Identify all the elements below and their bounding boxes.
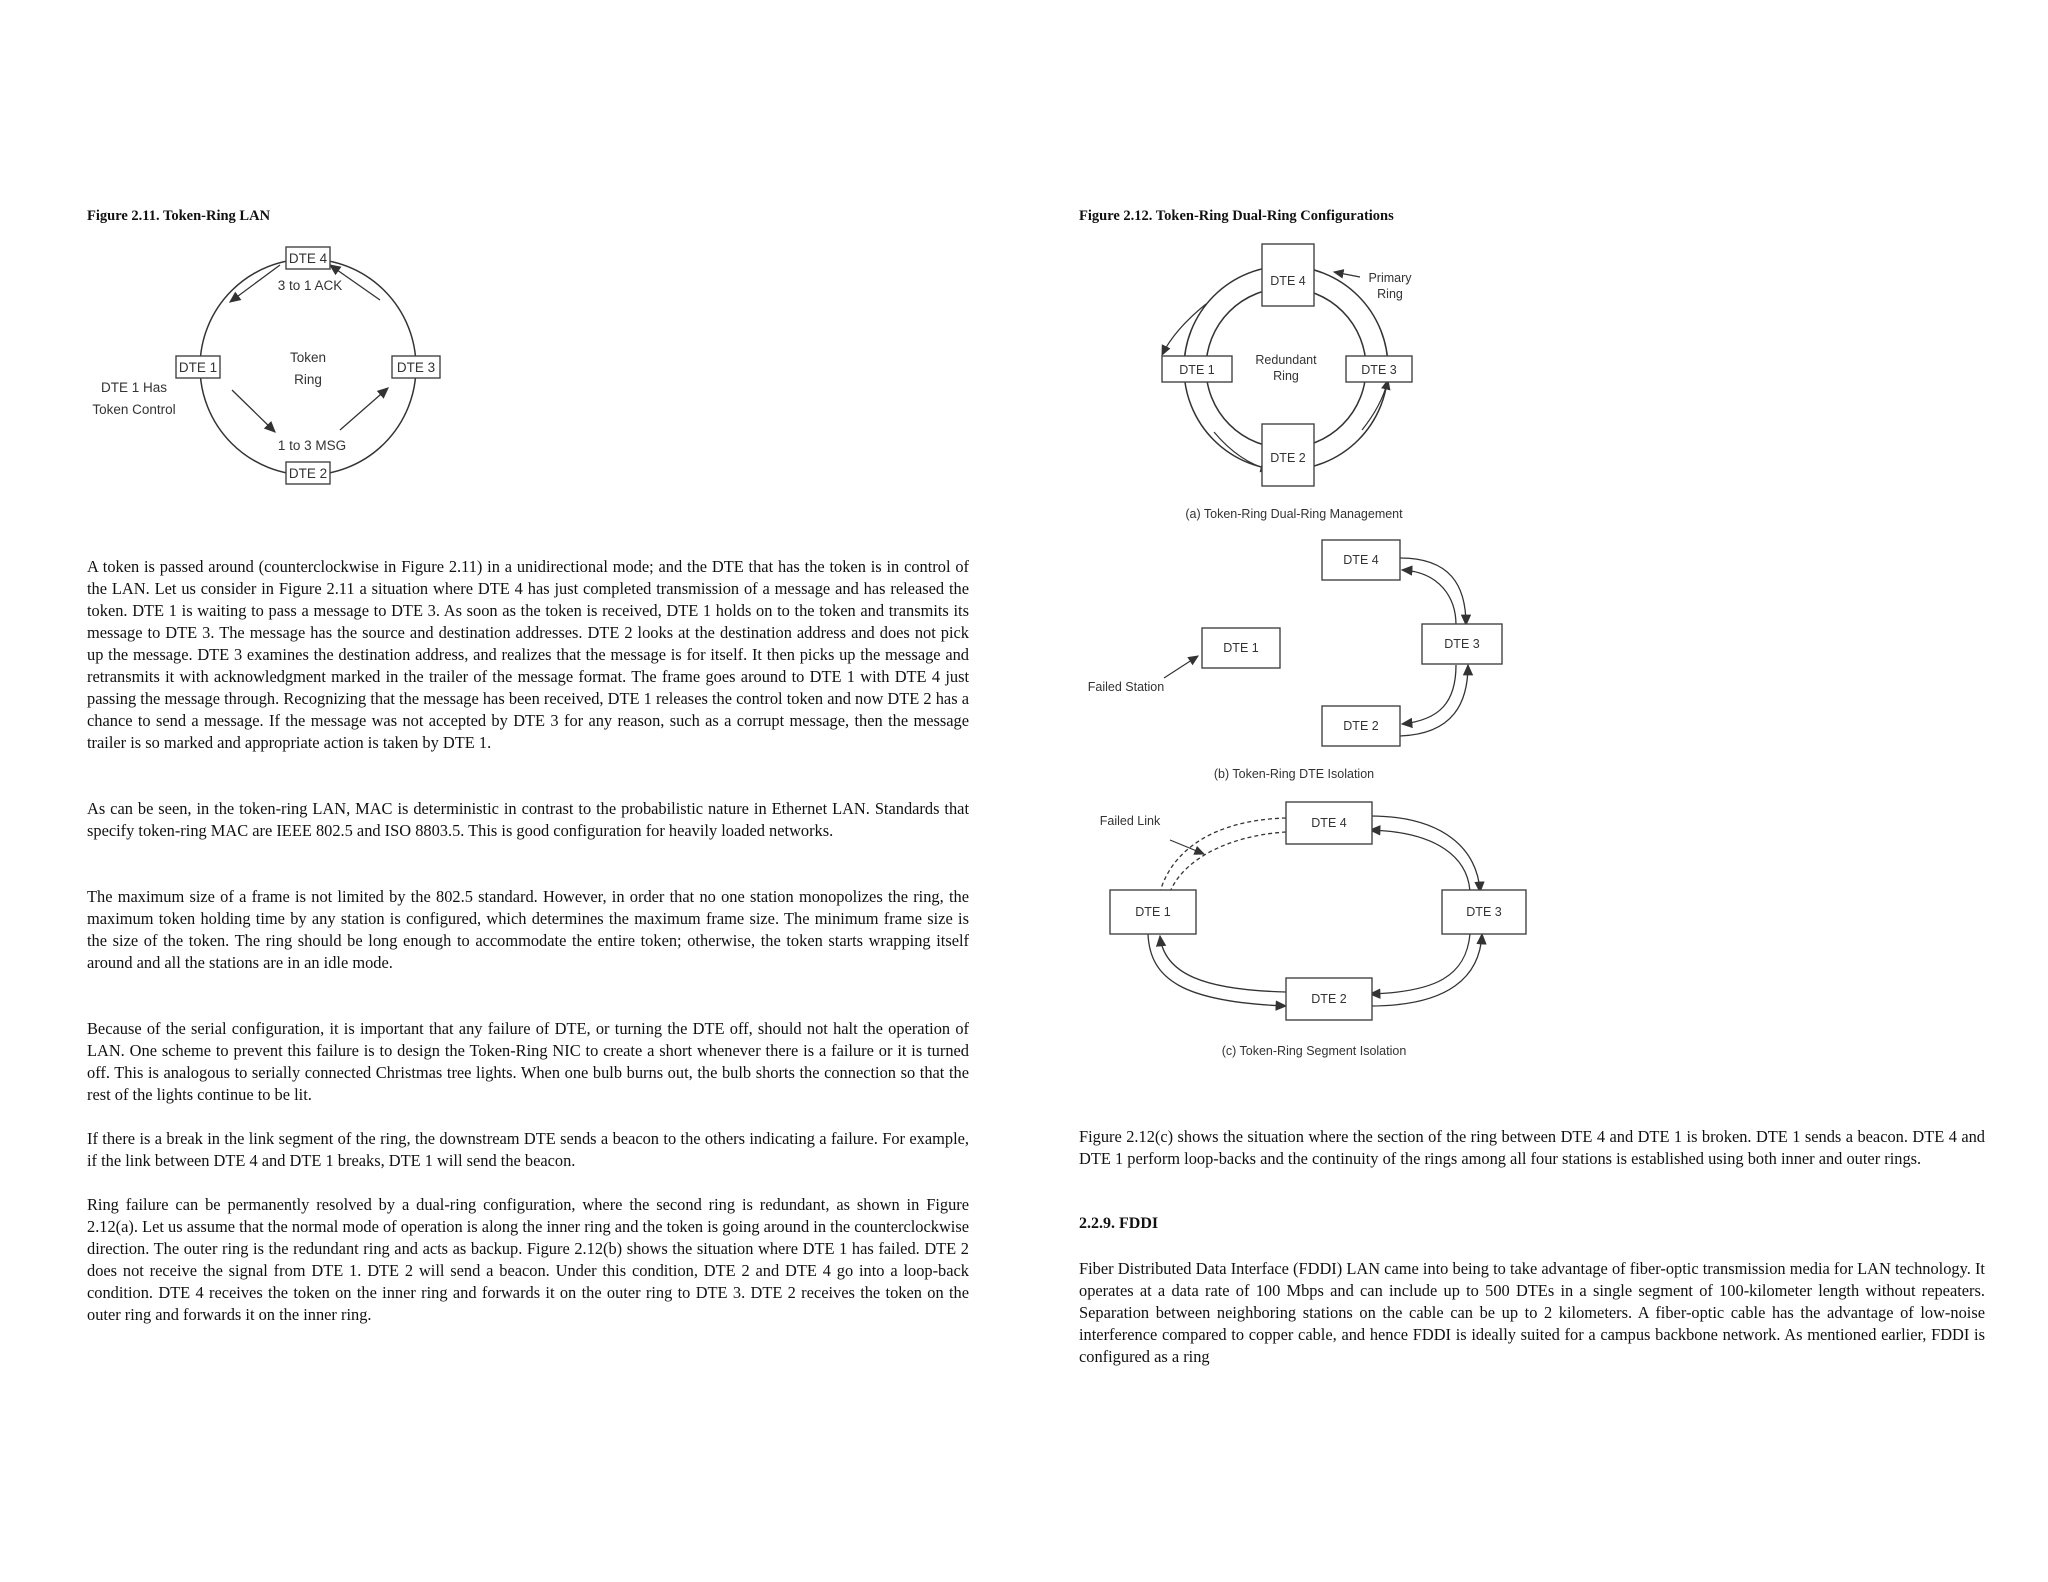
c-dte2-label: DTE 2 [1311, 992, 1347, 1006]
figure-a-dual-ring-management [1162, 244, 1412, 521]
figure-c-segment-isolation [1100, 802, 1526, 1058]
paragraph-2: As can be seen, in the token-ring LAN, MAC is deterministic in contrast to the probabilistic nature in Ethernet LAN. Standards that specify token-ring MAC are IEEE 802.5 and ISO 8803.5. This is good configuration for heavily loaded networks. [87, 799, 969, 840]
c-inner-arc-top-right [1370, 830, 1470, 892]
c-outer-arc-top-right [1370, 816, 1480, 892]
figure-b-subcaption: (b) Token-Ring DTE Isolation [1213, 767, 1375, 781]
c-broken-link-outer [1160, 818, 1286, 892]
figure-c-subcaption: (c) Token-Ring Segment Isolation [1221, 1044, 1407, 1058]
redundant-label-2: Ring [1273, 369, 1299, 383]
token-control-note-1: DTE 1 Has [100, 380, 168, 395]
figure-b-dte-isolation [1088, 540, 1502, 781]
figure-2-12-dual-ring-diagrams [1064, 240, 1544, 1070]
a-dte2-label: DTE 2 [1270, 451, 1306, 465]
redundant-label-1: Redundant [1255, 353, 1317, 367]
dte3-label: DTE 3 [396, 360, 436, 375]
figure-a-subcaption: (a) Token-Ring Dual-Ring Management [1185, 507, 1403, 521]
c-dte1-label: DTE 1 [1135, 905, 1171, 919]
b-dte2-label: DTE 2 [1343, 719, 1379, 733]
b-outer-arc-bottom [1400, 665, 1468, 736]
c-dte4-label: DTE 4 [1311, 816, 1347, 830]
primary-ring-pointer [1334, 272, 1360, 277]
b-dte1-label: DTE 1 [1223, 641, 1259, 655]
paragraph-1: A token is passed around (counterclockwise in Figure 2.11) in a unidirectional mode; and the DTE that has the token is in control of the LAN. Let us consider in Figure 2.11 a situation where DTE 4 has just completed transmission of a message and has released the token. DTE 1 is waiting to pass a message to DTE 3. As soon as the token is received, DTE 1 holds on to the token and transmits its message to DTE 3. The message has the source and destination addresses. DTE 2 looks at the destination address and does not pick up the message. DTE 3 examines the destination address, and realizes that the message is for itself. It then picks up the message and retransmits it with acknowledgment marked in the trailer of the message format. The frame goes around to DTE 1 with DTE 4 just passing the message through. Recognizing that the message has been received, DTE 1 releases the control token and now DTE 2 has a chance to send a message. If the message was not accepted by DTE 3 for any reason, such as a corrupt message, then the message trailer is so marked and appropriate action is taken by DTE 1. [87, 557, 969, 752]
dte2-label: DTE 2 [288, 466, 328, 481]
paragraph-3: The maximum size of a frame is not limited by the 802.5 standard. However, in order that no one station monopolizes the ring, the maximum token holding time by any station is configured, which determines the maximum frame size. The minimum frame size is the size of the token. The ring should be long enough to accommodate the entire token; otherwise, the token starts wrapping itself around and all the stations are in an idle mode. [87, 887, 969, 972]
failed-station-pointer [1164, 656, 1198, 678]
b-outer-arc-top [1400, 558, 1466, 625]
arrow-ack-2 [230, 265, 280, 302]
dte1-label: DTE 1 [178, 360, 218, 375]
token-control-note-2: Token Control [92, 402, 176, 417]
primary-label-2: Ring [1377, 287, 1403, 301]
section-heading-fddi: 2.2.9. FDDI [1079, 1215, 1159, 1232]
a-dte3-label: DTE 3 [1361, 363, 1397, 377]
paragraph-5: If there is a break in the link segment of the ring, the downstream DTE sends a beacon to the others indicating a failure. For example, if the link between DTE 4 and DTE 1 breaks, DTE 1 will send the beacon. [87, 1129, 969, 1170]
right-paragraph-1: Figure 2.12(c) shows the situation where the section of the ring between DTE 4 and DTE 1 is broken. DTE 1 sends a beacon. DTE 4 and DTE 1 perform loop-backs and the continuity of the rings among all four stations is established using both inner and outer rings. [1079, 1127, 1985, 1168]
a-dte1-label: DTE 1 [1179, 363, 1215, 377]
arrow-msg-2 [340, 388, 388, 430]
primary-ring-arrow-3 [1362, 380, 1388, 430]
figure-2-12-caption: Figure 2.12. Token-Ring Dual-Ring Configurations [1079, 208, 1394, 224]
c-outer-arc-bottom-left [1148, 934, 1286, 1006]
b-dte3-label: DTE 3 [1444, 637, 1480, 651]
token-label: Token [289, 350, 327, 365]
paragraph-6: Ring failure can be permanently resolved by a dual-ring configuration, where the second ring is redundant, as shown in Figure 2.12(a). Let us assume that the normal mode of operation is along the inner ring and the token is going around in the counterclockwise direction. The outer ring is the redundant ring and acts as backup. Figure 2.12(b) shows the situation where DTE 1 has failed. DTE 2 does not receive the signal from DTE 1. DTE 2 will send a beacon. Under this condition, DTE 2 and DTE 4 go into a loop-back condition. DTE 4 receives the token on the inner ring and forwards it on the outer ring to DTE 3. DTE 2 receives the token on the outer ring and forwards it on the inner ring. [87, 1195, 969, 1324]
primary-ring-arrow-1 [1162, 304, 1206, 355]
c-dte3-label: DTE 3 [1466, 905, 1502, 919]
c-inner-arc-bottom-left [1160, 936, 1286, 992]
figure-2-11-token-ring-diagram [70, 240, 490, 500]
figure-2-11-caption: Figure 2.11. Token-Ring LAN [87, 208, 271, 224]
msg-label: 1 to 3 MSG [277, 438, 347, 453]
dte4-label: DTE 4 [288, 251, 328, 266]
paragraph-4: Because of the serial configuration, it is important that any failure of DTE, or turning the DTE off, should not halt the operation of LAN. One scheme to prevent this failure is to design the Token-Ring NIC to create a short whenever there is a failure or it is turned off. This is analogous to serially connected Christmas tree lights. When one bulb burns out, the bulb shorts the connection so that the rest of the lights continue to be lit. [87, 1019, 969, 1104]
c-broken-link-inner [1170, 832, 1286, 892]
b-inner-arc-bottom [1402, 665, 1456, 724]
primary-label-1: Primary [1368, 271, 1412, 285]
b-dte4-label: DTE 4 [1343, 553, 1379, 567]
right-page [1024, 0, 2048, 1582]
c-inner-arc-bottom-right [1370, 934, 1470, 994]
c-outer-arc-bottom-right [1370, 934, 1482, 1006]
a-dte4-label: DTE 4 [1270, 274, 1306, 288]
failed-link-pointer [1170, 840, 1204, 854]
ack-label: 3 to 1 ACK [277, 278, 343, 293]
failed-station-label: Failed Station [1087, 680, 1165, 694]
fddi-paragraph: Fiber Distributed Data Interface (FDDI) LAN came into being to take advantage of fiber-optic transmission media for LAN technology. It operates at a data rate of 100 Mbps and can include up to 500 DTEs in a single segment of 100-kilometer length without repeaters. Separation between neighboring stations on the cable can be up to 2 kilometers. A fiber-optic cable has the advantage of low-noise interference compared to copper cable, and hence FDDI is ideally suited for a campus backbone network. As mentioned earlier, FDDI is configured as a ring [1079, 1259, 1985, 1366]
arrow-msg-1 [232, 390, 275, 432]
ring-label: Ring [294, 372, 322, 387]
failed-link-label: Failed Link [1099, 814, 1161, 828]
b-inner-arc-top [1402, 570, 1456, 625]
